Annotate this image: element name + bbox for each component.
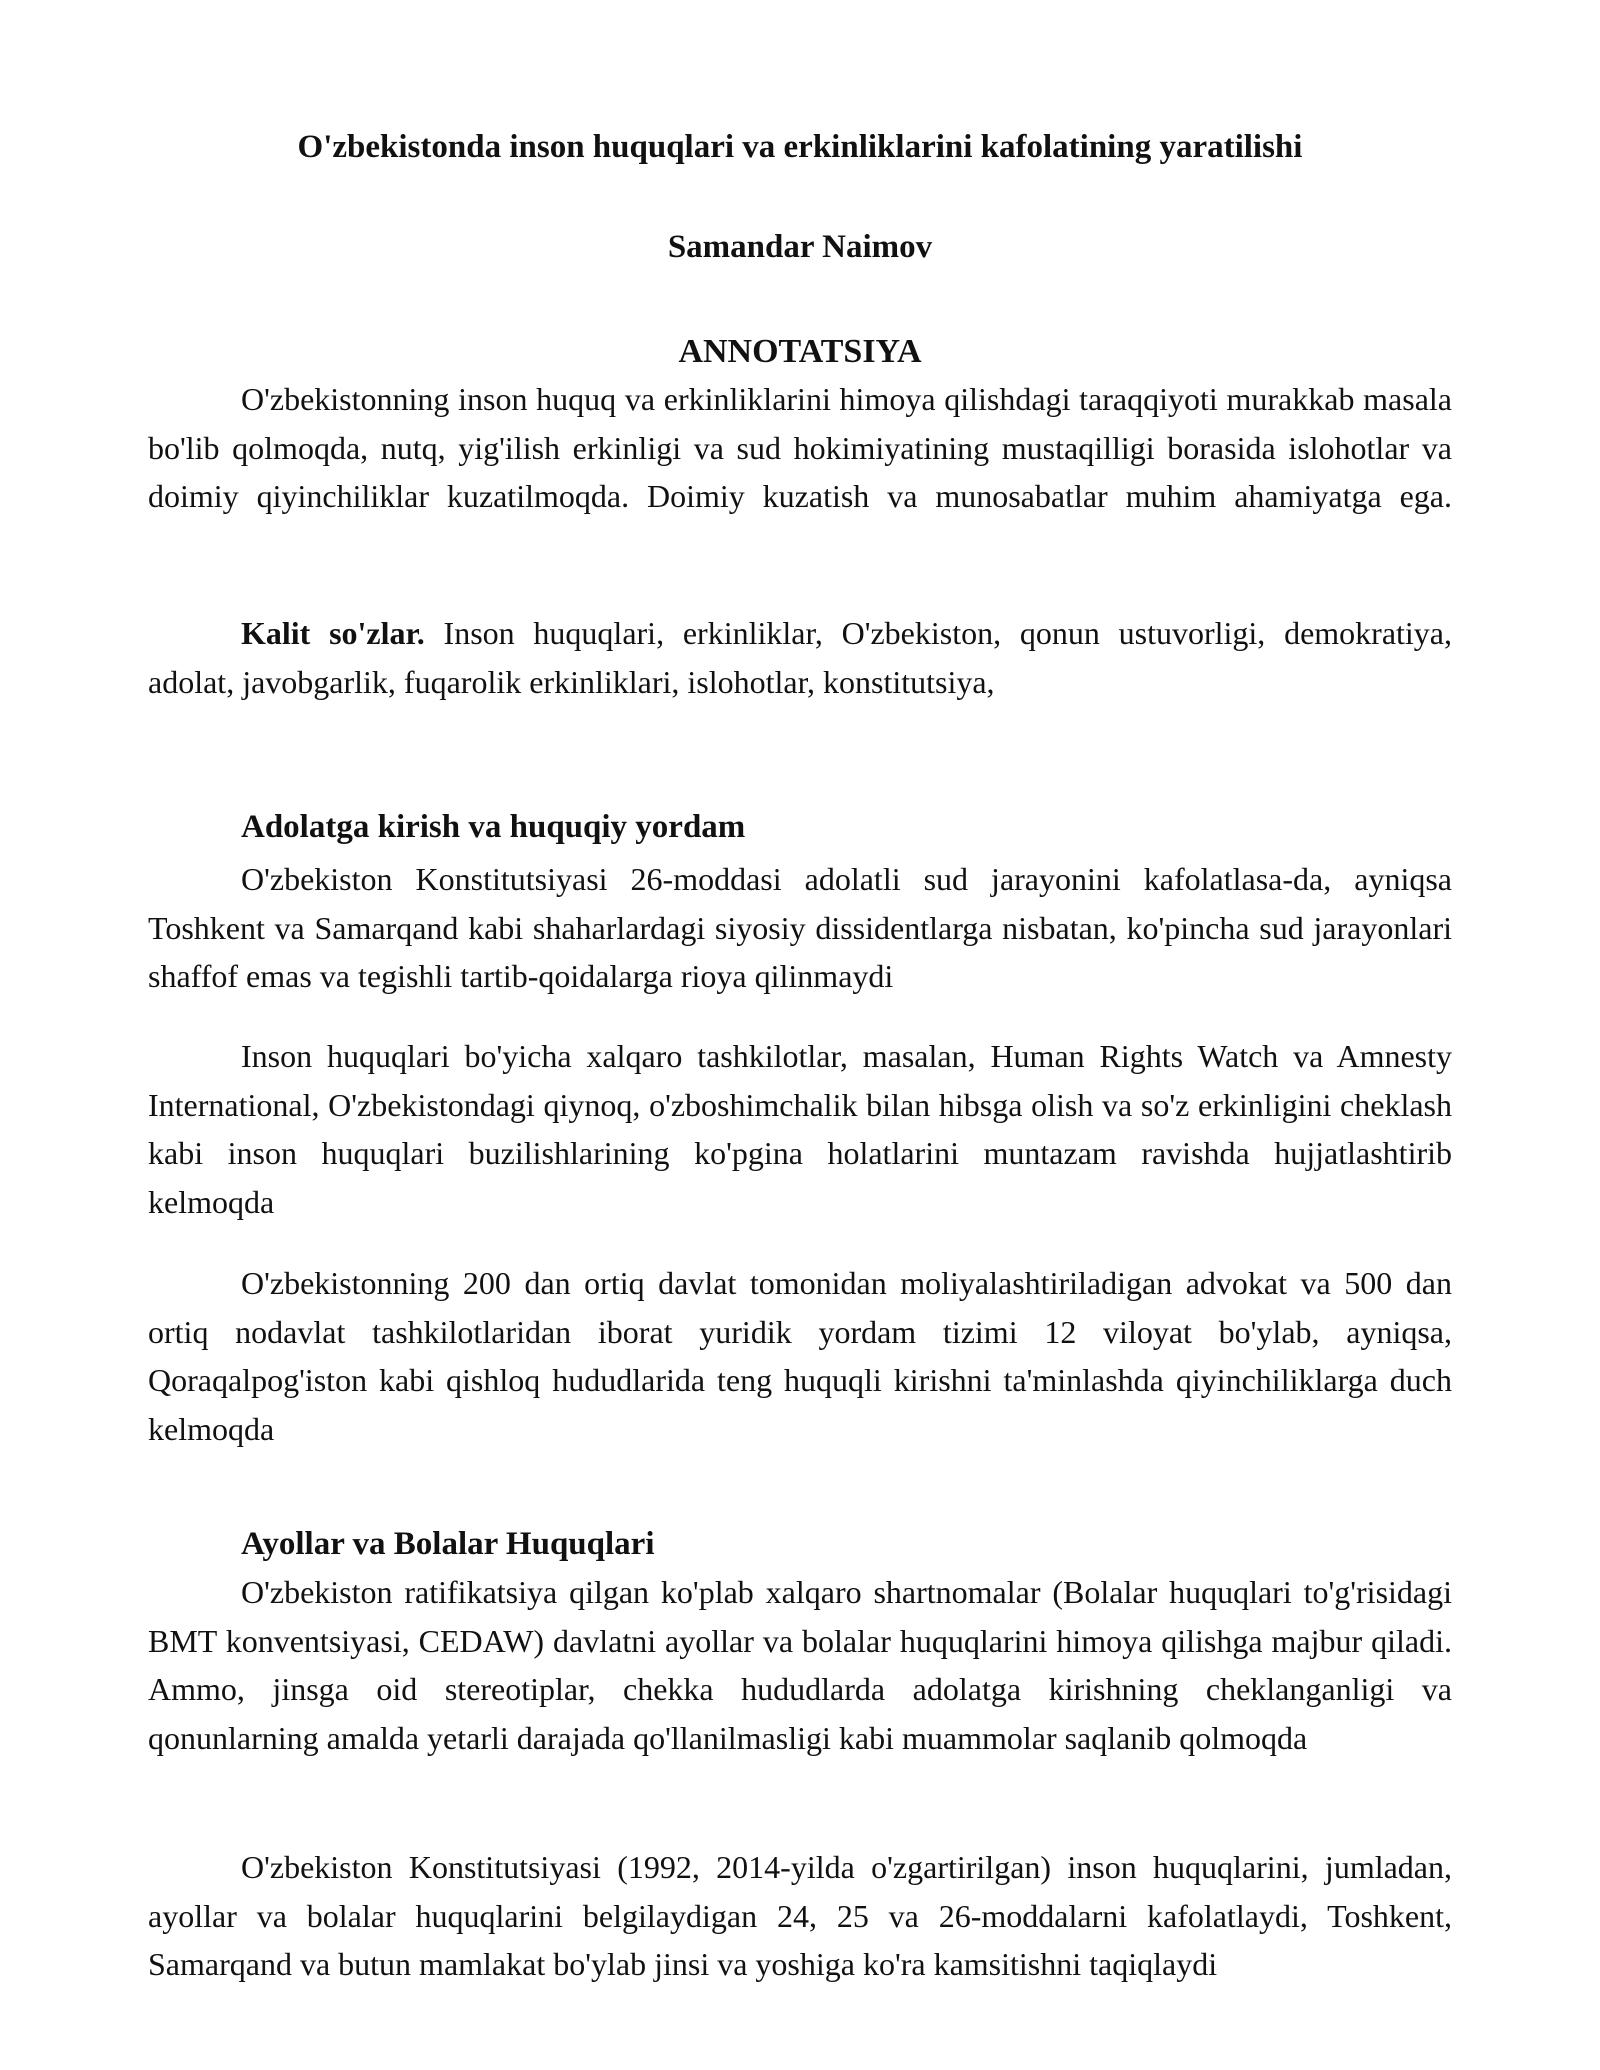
annotation-heading: ANNOTATSIYA bbox=[678, 333, 922, 370]
keywords-paragraph bbox=[148, 609, 1452, 706]
annotation-text: O'zbekistonning inson huquq va erkinliklarini himoya qilishdagi taraqqiyoti murakkab masala bo'lib qolmoqda, nutq, yig'ilish erkinligi va sud hokimiyatining mustaqilligi borasida islohotlar va doimiy qiyinchiliklar kuzatilmoqda. Doimiy kuzatish va munosabatlar muhim ahamiyatga ega. bbox=[148, 381, 1452, 514]
section-justice-paragraph-3: O'zbekistonning 200 dan ortiq davlat tomonidan moliyalashtiriladigan advokat va 500 dan ortiq nodavlat tashkilotlaridan iborat yuridik yordam tizimi 12 viloyat bo'ylab, ayniqsa, Qoraqalpog'iston kabi qishloq hududlarida teng huquqli kirishni ta'minlashda qiyinchiliklarga duch kelmoqda bbox=[148, 1265, 1452, 1447]
section-justice-paragraph-2: Inson huquqlari bo'yicha xalqaro tashkilotlar, masalan, Human Rights Watch va Amnesty International, O'zbekistondagi qiynoq, o'zboshimchalik bilan hibsga olish va so'z erkinligini cheklash kabi inson huquqlari buzilishlarining ko'pgina holatlarini muntazam ravishda hujjatlashtirib kelmoqda bbox=[148, 1038, 1452, 1220]
section-justice-paragraph-1: O'zbekiston Konstitutsiyasi 26-moddasi adolatli sud jarayonini kafolatlasa-da, ayniqsa Toshkent va Samarqand kabi shaharlardagi siyosiy dissidentlarga nisbatan, ko'pincha sud jarayonlari shaffof emas va tegishli tartib-qoidalarga rioya qilinmaydi bbox=[148, 861, 1452, 994]
section-heading-women-children: Ayollar va Bolalar Huquqlari bbox=[241, 1526, 655, 1562]
keywords-label: Kalit so'zlar. bbox=[241, 615, 425, 651]
section-heading-justice: Adolatga kirish va huquqiy yordam bbox=[241, 809, 746, 845]
keywords-text: Inson huquqlari, erkinliklar, O'zbekiston, qonun ustuvorligi, demokratiya, adolat, javobgarlik, fuqarolik erkinliklari, islohotlar, konstitutsiya, bbox=[148, 615, 1453, 700]
author-name: Samandar Naimov bbox=[667, 229, 933, 265]
paper-title: O'zbekistonda inson huquqlari va erkinliklarini kafolatining yaratilishi bbox=[297, 129, 1303, 165]
section-women-children-paragraph-1: O'zbekiston ratifikatsiya qilgan ko'plab xalqaro shartnomalar (Bolalar huquqlari to'g'risidagi BMT konventsiyasi, CEDAW) davlatni ayollar va bolalar huquqlarini himoya qilishga majbur qiladi. Ammo, jinsga oid stereotiplar, chekka hududlarda adolatga kirishning cheklanganligi va qonunlarning amalda yetarli darajada qo'llanilmasligi kabi muammolar saqlanib qolmoqda bbox=[148, 1574, 1452, 1756]
section-women-children-paragraph-2: O'zbekiston Konstitutsiyasi (1992, 2014-yilda o'zgartirilgan) inson huquqlarini, jumladan, ayollar va bolalar huquqlarini belgilaydigan 24, 25 va 26-moddalarni kafolatlaydi, Toshkent, Samarqand va butun mamlakat bo'ylab jinsi va yoshiga ko'ra kamsitishni taqiqlaydi bbox=[148, 1849, 1452, 1982]
